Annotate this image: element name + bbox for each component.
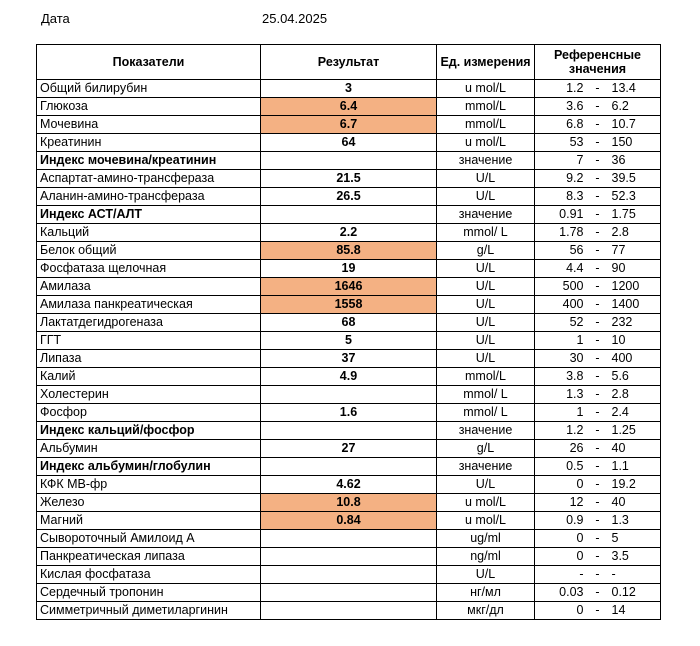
unit-value: mmol/L [437, 116, 535, 134]
table-body [37, 80, 661, 620]
ref-low: 30 [569, 351, 584, 365]
ref-low: 1.2 [566, 423, 584, 437]
table-row [37, 422, 661, 440]
result-value-flagged: 1558 [261, 296, 437, 314]
result-value [261, 152, 437, 170]
table-row [37, 152, 661, 170]
reference-range [535, 152, 661, 170]
parameter-name: Глюкоза [37, 98, 261, 116]
ref-high: 5.6 [611, 369, 629, 383]
result-value [261, 566, 437, 584]
unit-value: u mol/L [437, 80, 535, 98]
table-row [37, 386, 661, 404]
unit-value: g/L [437, 440, 535, 458]
ref-low: 1 [576, 405, 584, 419]
result-value: 21.5 [261, 170, 437, 188]
table-row [37, 170, 661, 188]
parameter-name: Индекс мочевина/креатинин [37, 152, 261, 170]
unit-value: U/L [437, 278, 535, 296]
ref-low: 3.8 [566, 369, 584, 383]
unit-value: U/L [437, 260, 535, 278]
ref-high: 3.5 [611, 549, 629, 563]
ref-dash: - [595, 369, 600, 383]
table-row [37, 440, 661, 458]
ref-low: 0.91 [559, 207, 584, 221]
ref-high: 10 [611, 333, 626, 347]
unit-value: значение [437, 152, 535, 170]
ref-dash: - [595, 333, 600, 347]
result-value [261, 548, 437, 566]
unit-value: значение [437, 458, 535, 476]
reference-range [535, 548, 661, 566]
ref-high: 400 [611, 351, 633, 365]
reference-range [535, 458, 661, 476]
reference-range [535, 440, 661, 458]
reference-range [535, 134, 661, 152]
parameter-name: Мочевина [37, 116, 261, 134]
ref-dash: - [595, 513, 600, 527]
ref-low: 400 [562, 297, 584, 311]
reference-range [535, 116, 661, 134]
reference-range [535, 98, 661, 116]
ref-high: 1.1 [611, 459, 629, 473]
ref-dash: - [595, 153, 600, 167]
parameter-name: Амилаза панкреатическая [37, 296, 261, 314]
ref-dash: - [595, 117, 600, 131]
parameter-name: Белок общий [37, 242, 261, 260]
unit-value: значение [437, 422, 535, 440]
ref-high: 5 [611, 531, 619, 545]
parameter-name: Фосфатаза щелочная [37, 260, 261, 278]
result-value: 26.5 [261, 188, 437, 206]
table-row [37, 512, 661, 530]
result-value [261, 422, 437, 440]
reference-range [535, 242, 661, 260]
result-value [261, 530, 437, 548]
unit-value: U/L [437, 296, 535, 314]
ref-dash: - [595, 135, 600, 149]
table-row [37, 548, 661, 566]
reference-range [535, 476, 661, 494]
table-header-row [37, 45, 661, 80]
reference-range [535, 368, 661, 386]
ref-high: 150 [611, 135, 633, 149]
table-row [37, 80, 661, 98]
reference-range [535, 332, 661, 350]
reference-range [535, 206, 661, 224]
ref-low: 0 [576, 549, 584, 563]
ref-dash: - [595, 531, 600, 545]
ref-high: 6.2 [611, 99, 629, 113]
result-value-flagged: 6.7 [261, 116, 437, 134]
table-row [37, 368, 661, 386]
unit-value: mmol/ L [437, 404, 535, 422]
parameter-name: Индекс альбумин/глобулин [37, 458, 261, 476]
ref-dash: - [595, 549, 600, 563]
result-value-flagged: 6.4 [261, 98, 437, 116]
parameter-name: Железо [37, 494, 261, 512]
ref-dash: - [595, 351, 600, 365]
reference-range [535, 314, 661, 332]
ref-high: 90 [611, 261, 626, 275]
date-label: Дата [41, 11, 70, 26]
unit-value: mmol/L [437, 368, 535, 386]
ref-high: - [611, 567, 616, 581]
ref-low: 0 [576, 477, 584, 491]
table-row [37, 242, 661, 260]
parameter-name: Сывороточный Амилоид А [37, 530, 261, 548]
result-value-flagged: 0.84 [261, 512, 437, 530]
parameter-name: Альбумин [37, 440, 261, 458]
reference-range [535, 188, 661, 206]
unit-value: U/L [437, 314, 535, 332]
reference-range [535, 422, 661, 440]
parameter-name: Общий билирубин [37, 80, 261, 98]
reference-range [535, 602, 661, 620]
result-value: 37 [261, 350, 437, 368]
ref-high: 14 [611, 603, 626, 617]
parameter-name: Аспартат-амино-трансфераза [37, 170, 261, 188]
result-value-flagged: 85.8 [261, 242, 437, 260]
ref-high: 1.25 [611, 423, 636, 437]
table-row [37, 404, 661, 422]
ref-dash: - [595, 225, 600, 239]
result-value: 5 [261, 332, 437, 350]
parameter-name: Холестерин [37, 386, 261, 404]
results-table [36, 44, 661, 620]
reference-range [535, 404, 661, 422]
ref-dash: - [595, 387, 600, 401]
ref-dash: - [595, 585, 600, 599]
ref-low: 8.3 [566, 189, 584, 203]
table-row [37, 98, 661, 116]
unit-value: нг/мл [437, 584, 535, 602]
table-row [37, 494, 661, 512]
parameter-name: Калий [37, 368, 261, 386]
table-row [37, 206, 661, 224]
table-row [37, 476, 661, 494]
result-value: 4.62 [261, 476, 437, 494]
table-row [37, 278, 661, 296]
parameter-name: Сердечный тропонин [37, 584, 261, 602]
table-row [37, 530, 661, 548]
reference-range [535, 566, 661, 584]
ref-low: 0 [576, 531, 584, 545]
ref-low: 12 [569, 495, 584, 509]
table-row [37, 134, 661, 152]
table-row [37, 332, 661, 350]
ref-low: 52 [569, 315, 584, 329]
ref-high: 1400 [611, 297, 640, 311]
ref-low: 500 [562, 279, 584, 293]
ref-dash: - [595, 99, 600, 113]
result-value-flagged: 10.8 [261, 494, 437, 512]
ref-low: 1.78 [559, 225, 584, 239]
unit-value: mmol/ L [437, 386, 535, 404]
ref-dash: - [595, 477, 600, 491]
reference-range [535, 260, 661, 278]
result-value: 3 [261, 80, 437, 98]
table-row [37, 584, 661, 602]
reference-range [535, 296, 661, 314]
reference-range [535, 584, 661, 602]
unit-value: u mol/L [437, 512, 535, 530]
ref-dash: - [595, 297, 600, 311]
result-value: 68 [261, 314, 437, 332]
parameter-name: Кальций [37, 224, 261, 242]
parameter-name: Индекс АСТ/АЛТ [37, 206, 261, 224]
ref-low: 0.5 [566, 459, 584, 473]
ref-high: 2.8 [611, 387, 629, 401]
ref-low: 1 [576, 333, 584, 347]
ref-low: 53 [569, 135, 584, 149]
ref-high: 1.3 [611, 513, 629, 527]
ref-high: 77 [611, 243, 626, 257]
unit-value: мкг/дл [437, 602, 535, 620]
result-value: 27 [261, 440, 437, 458]
table-row [37, 188, 661, 206]
ref-dash: - [595, 243, 600, 257]
ref-low: - [579, 567, 584, 581]
ref-high: 52.3 [611, 189, 636, 203]
ref-low: 1.3 [566, 387, 584, 401]
ref-dash: - [595, 279, 600, 293]
ref-high: 19.2 [611, 477, 636, 491]
ref-high: 40 [611, 441, 626, 455]
unit-value: mmol/ L [437, 224, 535, 242]
result-value: 64 [261, 134, 437, 152]
ref-low: 56 [569, 243, 584, 257]
reference-range [535, 512, 661, 530]
ref-high: 1200 [611, 279, 640, 293]
ref-low: 4.4 [566, 261, 584, 275]
unit-value: U/L [437, 332, 535, 350]
ref-high: 2.4 [611, 405, 629, 419]
ref-dash: - [595, 495, 600, 509]
parameter-name: ГГТ [37, 332, 261, 350]
col-header-result: Результат [261, 45, 437, 80]
result-value: 4.9 [261, 368, 437, 386]
ref-low: 7 [576, 153, 584, 167]
result-value-flagged: 1646 [261, 278, 437, 296]
ref-dash: - [595, 171, 600, 185]
parameter-name: Аланин-амино-трансфераза [37, 188, 261, 206]
table-row [37, 116, 661, 134]
ref-dash: - [595, 315, 600, 329]
ref-dash: - [595, 207, 600, 221]
table-row [37, 566, 661, 584]
date-value: 25.04.2025 [262, 11, 328, 26]
table-row [37, 224, 661, 242]
result-value [261, 206, 437, 224]
col-header-name: Показатели [37, 45, 261, 80]
table-row [37, 314, 661, 332]
result-value: 19 [261, 260, 437, 278]
table-row [37, 458, 661, 476]
parameter-name: Индекс кальций/фосфор [37, 422, 261, 440]
ref-dash: - [595, 261, 600, 275]
table-row [37, 350, 661, 368]
ref-high: 1.75 [611, 207, 636, 221]
result-value: 1.6 [261, 404, 437, 422]
ref-dash: - [595, 459, 600, 473]
reference-range [535, 350, 661, 368]
reference-range [535, 278, 661, 296]
table-row [37, 296, 661, 314]
result-value [261, 458, 437, 476]
ref-low: 0 [576, 603, 584, 617]
unit-value: U/L [437, 566, 535, 584]
ref-low: 1.2 [566, 81, 584, 95]
reference-range [535, 80, 661, 98]
ref-dash: - [595, 405, 600, 419]
ref-dash: - [595, 423, 600, 437]
unit-value: U/L [437, 350, 535, 368]
result-value [261, 602, 437, 620]
unit-value: ng/ml [437, 548, 535, 566]
ref-high: 0.12 [611, 585, 636, 599]
ref-low: 3.6 [566, 99, 584, 113]
reference-range [535, 494, 661, 512]
result-value [261, 584, 437, 602]
parameter-name: Амилаза [37, 278, 261, 296]
parameter-name: КФК МВ-фр [37, 476, 261, 494]
reference-range [535, 530, 661, 548]
ref-dash: - [595, 603, 600, 617]
result-value [261, 386, 437, 404]
col-header-ref: Референсные значения [535, 45, 661, 80]
ref-dash: - [595, 567, 600, 581]
reference-range [535, 170, 661, 188]
ref-low: 9.2 [566, 171, 584, 185]
ref-low: 0.03 [559, 585, 584, 599]
unit-value: U/L [437, 476, 535, 494]
ref-low: 0.9 [566, 513, 584, 527]
unit-value: U/L [437, 188, 535, 206]
parameter-name: Фосфор [37, 404, 261, 422]
unit-value: ug/ml [437, 530, 535, 548]
ref-dash: - [595, 441, 600, 455]
ref-high: 13.4 [611, 81, 636, 95]
parameter-name: Магний [37, 512, 261, 530]
ref-high: 40 [611, 495, 626, 509]
ref-low: 26 [569, 441, 584, 455]
unit-value: g/L [437, 242, 535, 260]
ref-low: 6.8 [566, 117, 584, 131]
parameter-name: Панкреатическая липаза [37, 548, 261, 566]
table-row [37, 260, 661, 278]
reference-range [535, 224, 661, 242]
ref-dash: - [595, 81, 600, 95]
unit-value: mmol/L [437, 98, 535, 116]
unit-value: u mol/L [437, 134, 535, 152]
unit-value: u mol/L [437, 494, 535, 512]
ref-high: 39.5 [611, 171, 636, 185]
ref-dash: - [595, 189, 600, 203]
ref-high: 232 [611, 315, 633, 329]
unit-value: значение [437, 206, 535, 224]
parameter-name: Липаза [37, 350, 261, 368]
unit-value: U/L [437, 170, 535, 188]
result-value: 2.2 [261, 224, 437, 242]
parameter-name: Лактатдегидрогеназа [37, 314, 261, 332]
ref-high: 2.8 [611, 225, 629, 239]
table-row [37, 602, 661, 620]
parameter-name: Симметричный диметиларгинин [37, 602, 261, 620]
ref-high: 36 [611, 153, 626, 167]
ref-high: 10.7 [611, 117, 636, 131]
col-header-unit: Ед. измерения [437, 45, 535, 80]
parameter-name: Кислая фосфатаза [37, 566, 261, 584]
reference-range [535, 386, 661, 404]
parameter-name: Креатинин [37, 134, 261, 152]
